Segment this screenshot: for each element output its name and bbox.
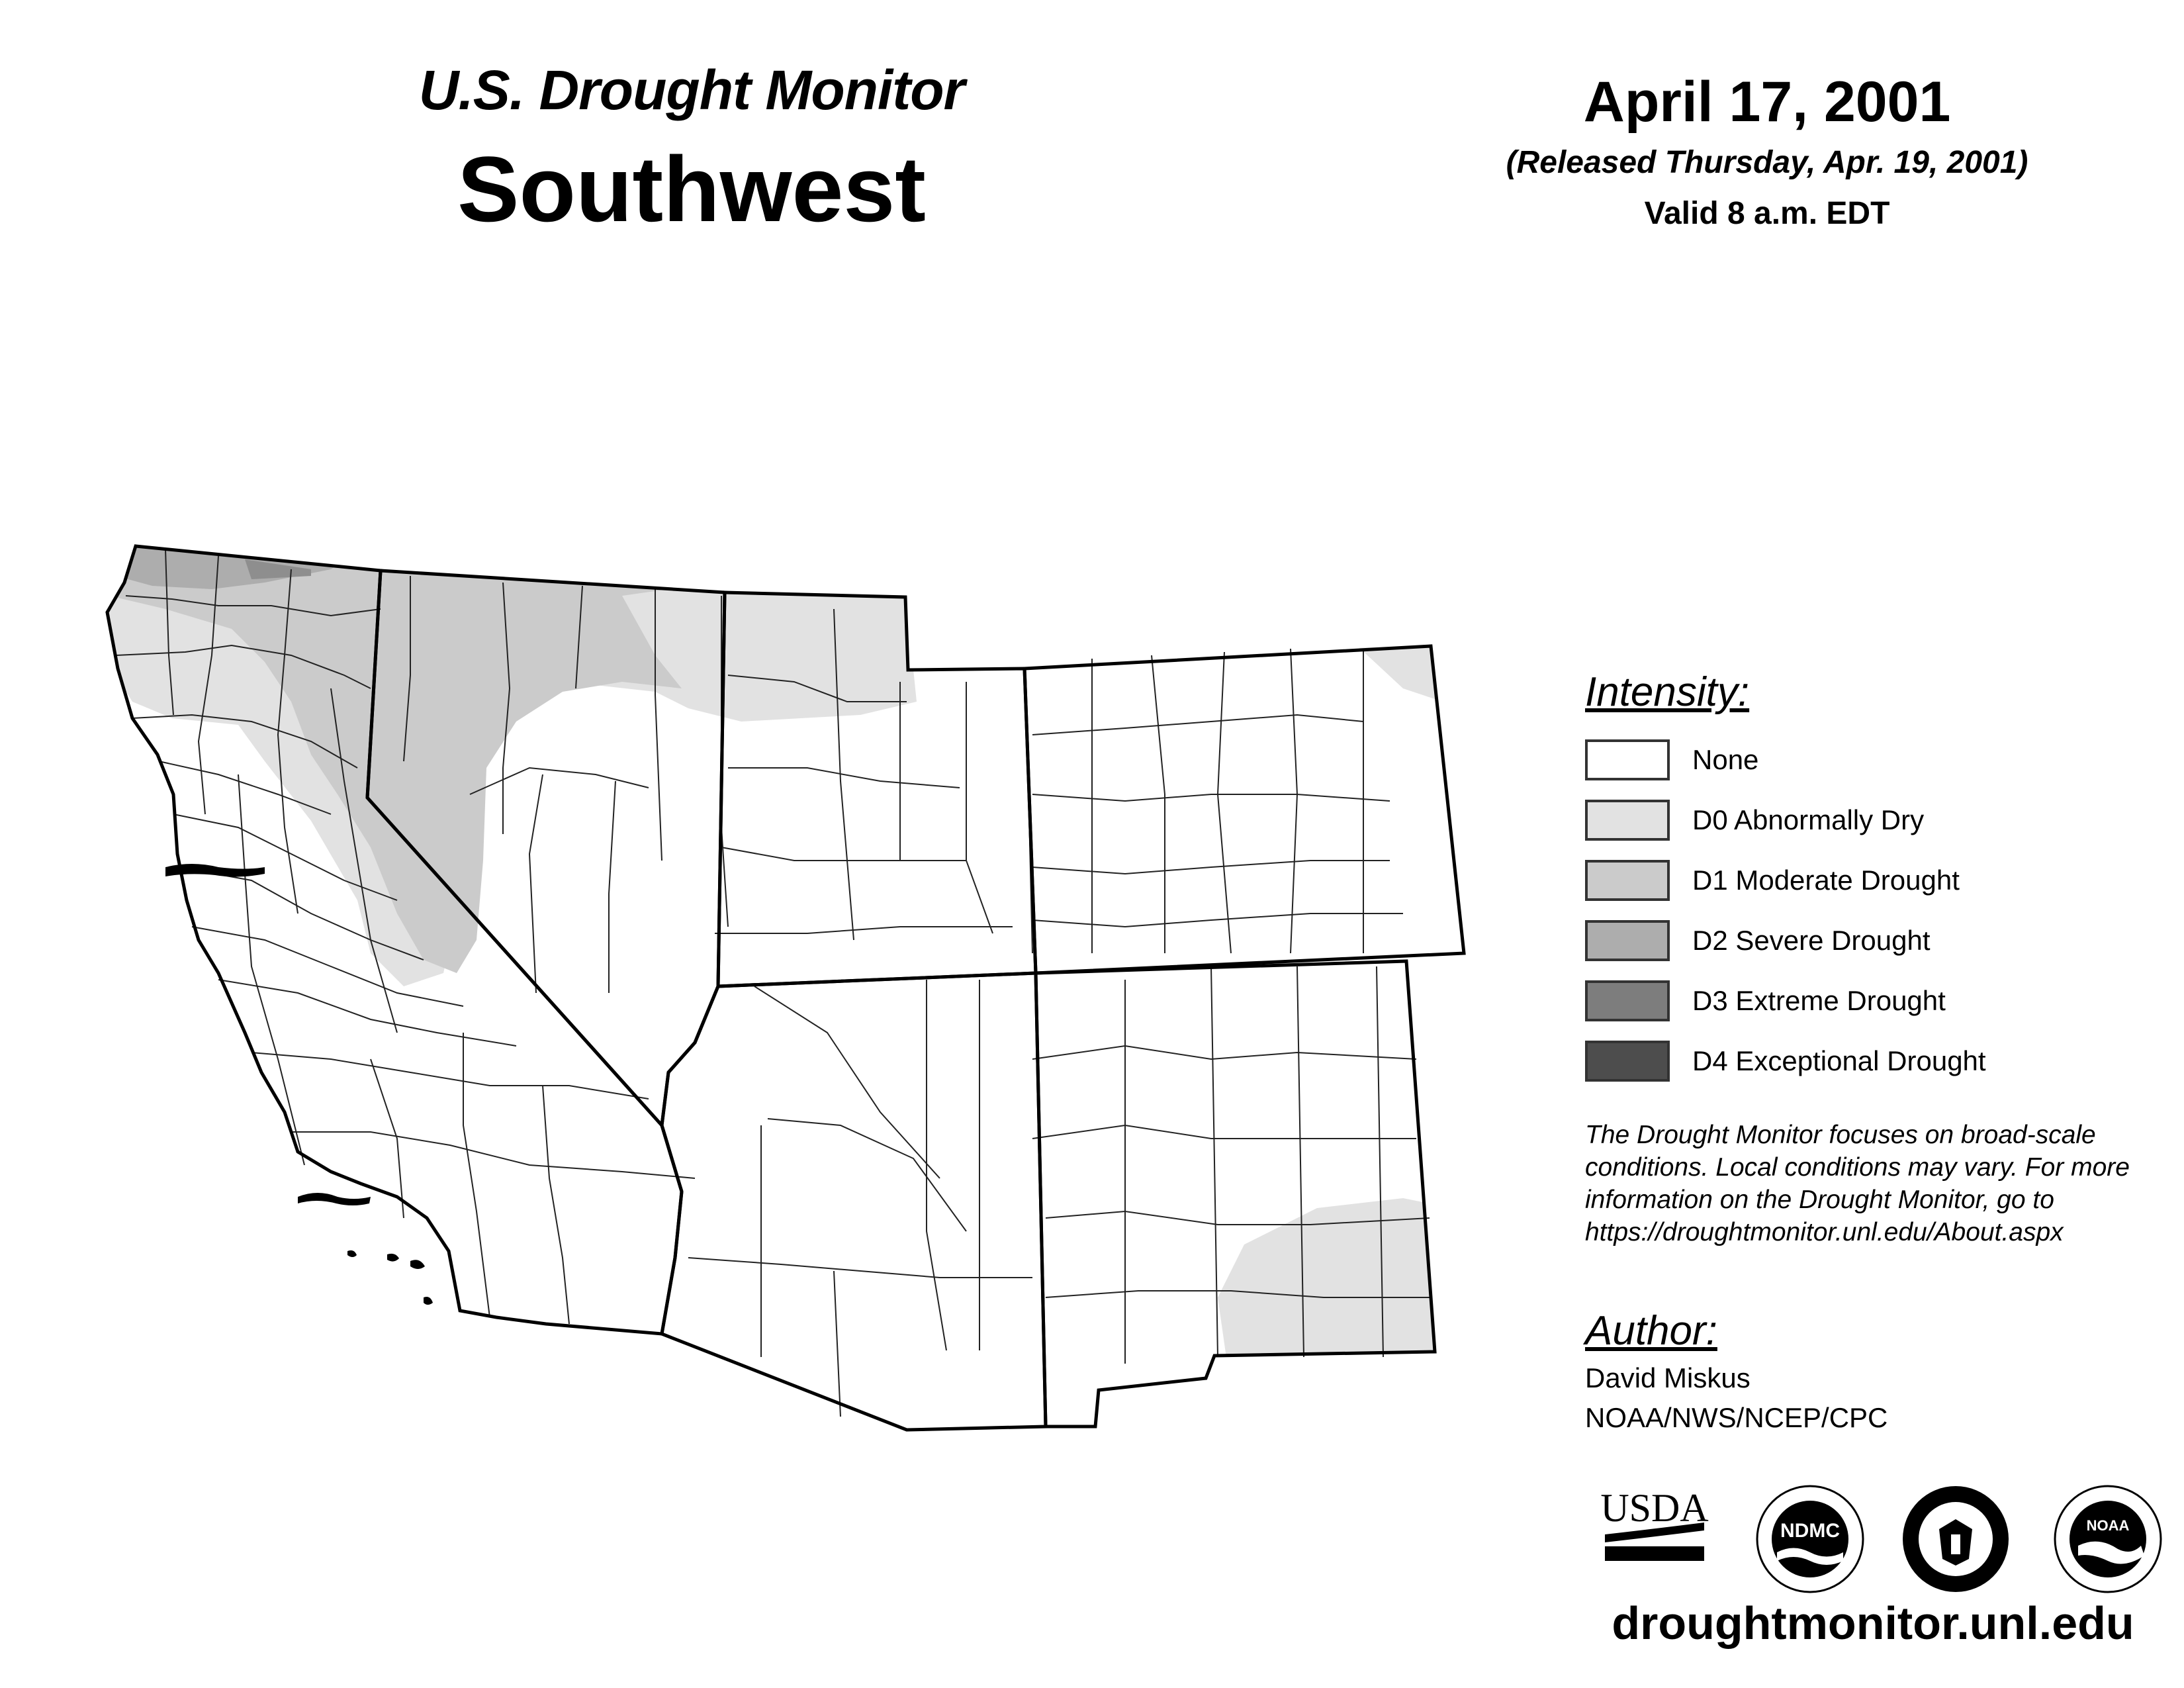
map-title: Southwest: [457, 137, 926, 241]
noaa-logo: [2052, 1483, 2164, 1595]
legend-item-none: [1585, 738, 1758, 782]
d0-area-colorado-ne: [1357, 645, 1443, 702]
valid-time: Valid 8 a.m. EDT: [1644, 196, 1890, 231]
map-date: April 17, 2001: [1583, 70, 1951, 134]
legend-swatch-d4: [1585, 1041, 1670, 1082]
release-date: (Released Thursday, Apr. 19, 2001): [1506, 145, 2028, 180]
legend-item-d0: [1585, 798, 1924, 842]
legend-swatch-d1: [1585, 860, 1670, 901]
legend-label-d1: D1 Moderate Drought: [1692, 865, 1960, 896]
department-of-commerce-seal: [1899, 1483, 2012, 1595]
noaa-logo-text: NOAA: [2086, 1517, 2130, 1534]
legend-swatch-d2: [1585, 920, 1670, 961]
new-mexico-outline: [1036, 961, 1435, 1427]
legend-item-d4: [1585, 1039, 1986, 1083]
arizona-outline: [662, 973, 1046, 1430]
legend-label-none: None: [1692, 744, 1759, 775]
drought-shading: [99, 530, 1469, 1390]
legend-swatch-d3: [1585, 980, 1670, 1021]
author-organization: NOAA/NWS/NCEP/CPC: [1585, 1402, 1888, 1433]
date-block: [1456, 70, 2078, 232]
legend-swatch-d0: [1585, 800, 1670, 841]
legend-label-d2: D2 Severe Drought: [1692, 925, 1931, 956]
legend-swatch-none: [1585, 739, 1670, 780]
author-name: David Miskus: [1585, 1362, 1751, 1393]
map-supertitle: U.S. Drought Monitor: [418, 59, 965, 121]
website-url[interactable]: droughtmonitor.unl.edu: [1612, 1597, 2134, 1649]
ndmc-logo: [1754, 1483, 1866, 1595]
legend-item-d2: [1585, 919, 1931, 962]
legend-item-d3: [1585, 979, 1946, 1023]
author-heading: Author:: [1585, 1308, 1717, 1354]
usda-logo: [1598, 1483, 1711, 1569]
legend-title: Intensity:: [1585, 669, 1750, 715]
ndmc-logo-text: NDMC: [1780, 1520, 1840, 1542]
legend-label-d0: D0 Abnormally Dry: [1692, 804, 1925, 835]
legend-item-d1: [1585, 859, 1960, 902]
legend-label-d3: D3 Extreme Drought: [1692, 985, 1946, 1016]
legend-label-d4: D4 Exceptional Drought: [1692, 1045, 1986, 1076]
disclaimer-note: The Drought Monitor focuses on broad-scale conditions. Local conditions may vary. For more information on the Drought Monitor, go to https://droughtmonitor.unl.edu/About.aspx: [1585, 1121, 2130, 1246]
usda-logo-text: USDA: [1600, 1486, 1709, 1530]
